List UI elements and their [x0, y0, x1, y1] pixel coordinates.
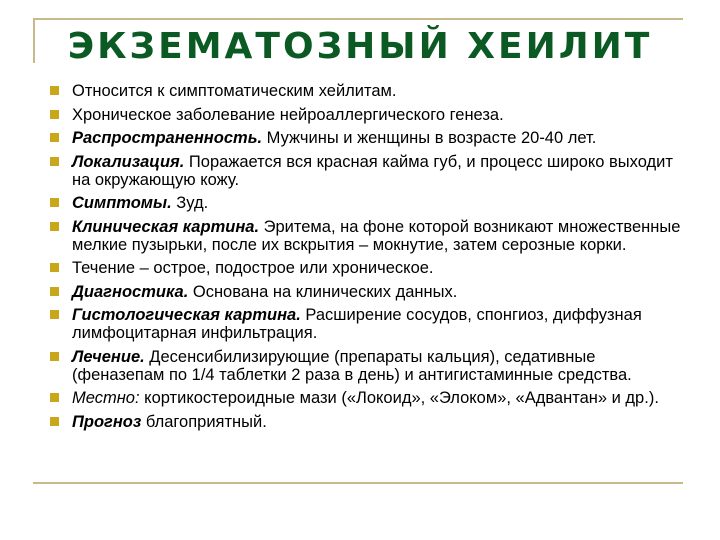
bullet-item — [50, 283, 690, 301]
bullet-text: благоприятный. — [141, 412, 267, 431]
bullet-item — [50, 413, 690, 431]
bullet-text: Зуд. — [171, 194, 209, 212]
bullet-item — [50, 194, 690, 212]
square-bullet-icon — [50, 110, 59, 119]
bullet-item — [50, 129, 690, 147]
bullet-text: кортикостероидные мази («Локоид», «Элоком», «Адвантан» и др.). — [139, 389, 659, 407]
bullet-item — [50, 348, 690, 384]
bullet-text: Основана на клинических данных. — [188, 282, 458, 301]
square-bullet-icon — [50, 222, 59, 231]
bullet-text: Поражается вся красная кайма губ, и процесс широко выходит на окружающую кожу. — [72, 152, 673, 189]
frame-top-line — [33, 18, 683, 20]
frame-bottom-line — [33, 482, 683, 484]
square-bullet-icon — [50, 393, 59, 402]
bullet-text: Хроническое заболевание нейроаллергического генеза. — [72, 105, 504, 124]
bullet-lead: Локализация. — [72, 152, 185, 171]
bullet-lead: Диагностика. — [72, 282, 189, 301]
bullet-lead: Местно: — [72, 389, 140, 407]
square-bullet-icon — [50, 352, 59, 361]
bullet-text: Десенсибилизирующие (препараты кальция), седативные (феназепам по 1/4 таблетки 2 раза в день) и антигистаминные средства. — [72, 347, 632, 384]
slide-title: ЭКЗЕМАТОЗНЫЙ ХЕИЛИТ — [67, 26, 653, 67]
bullet-lead: Симптомы. — [72, 194, 172, 212]
bullet-item — [50, 259, 690, 277]
bullet-lead: Гистологическая картина. — [72, 306, 301, 324]
square-bullet-icon — [50, 133, 59, 142]
bullet-text: Расширение сосудов, спонгиоз, диффузная лимфоцитарная инфильтрация. — [72, 306, 642, 342]
square-bullet-icon — [50, 417, 59, 426]
bullet-list — [50, 82, 690, 436]
bullet-item — [50, 306, 690, 342]
bullet-text: Мужчины и женщины в возрасте 20-40 лет. — [262, 129, 597, 147]
bullet-lead: Прогноз — [72, 412, 142, 431]
bullet-lead: Клиническая картина. — [72, 217, 260, 236]
bullet-item — [50, 218, 690, 254]
bullet-item — [50, 82, 690, 100]
bullet-text: Течение – острое, подострое или хроническое. — [72, 259, 434, 277]
square-bullet-icon — [50, 157, 59, 166]
bullet-item — [50, 153, 690, 189]
square-bullet-icon — [50, 287, 59, 296]
bullet-text: Эритема, на фоне которой возникают множественные мелкие пузырьки, после их вскрытия – мокнутие, затем серозные корки. — [72, 217, 681, 254]
square-bullet-icon — [50, 86, 59, 95]
square-bullet-icon — [50, 263, 59, 272]
square-bullet-icon — [50, 310, 59, 319]
bullet-item — [50, 389, 690, 407]
bullet-item — [50, 106, 690, 124]
bullet-lead: Лечение. — [72, 347, 145, 366]
bullet-text: Относится к симптоматическим хейлитам. — [72, 82, 397, 100]
bullet-lead: Распространенность. — [72, 129, 263, 147]
square-bullet-icon — [50, 198, 59, 207]
